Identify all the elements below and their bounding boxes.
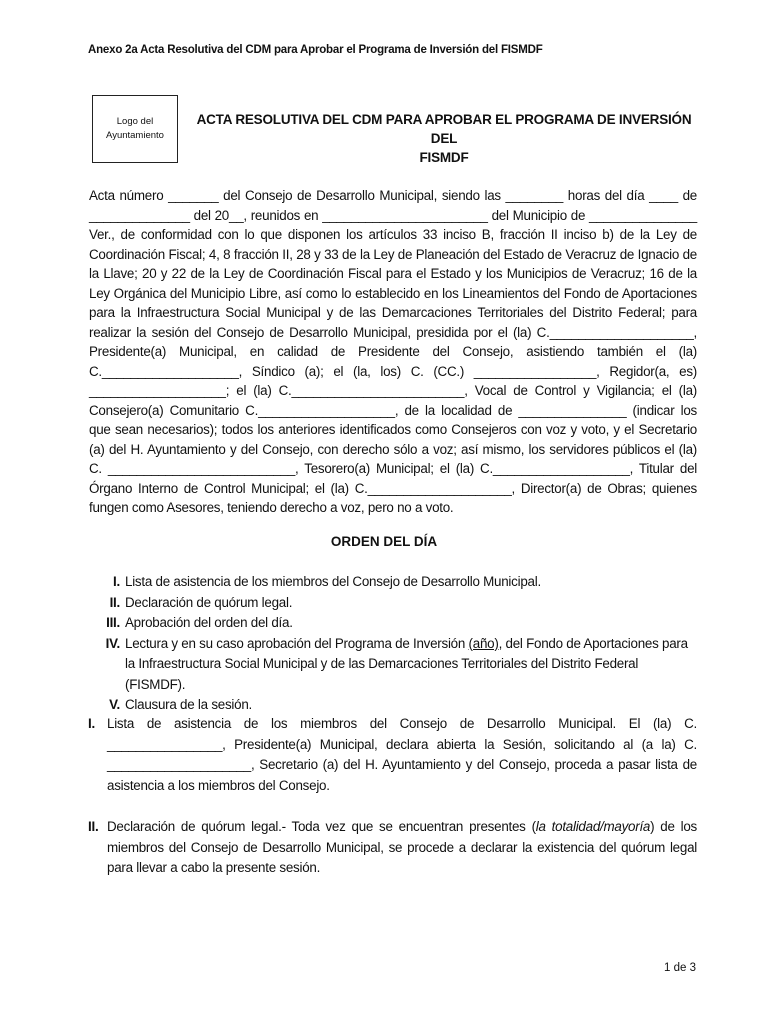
document-title bbox=[188, 110, 700, 167]
attendance-option: la totalidad/mayoría bbox=[535, 819, 651, 834]
section-text bbox=[107, 817, 697, 879]
agenda-item-text: Declaración de quórum legal. bbox=[125, 594, 293, 610]
agenda-item-text: Lista de asistencia de los miembros del Consejo de Desarrollo Municipal. bbox=[125, 574, 541, 589]
section-number: II. bbox=[88, 819, 99, 834]
intro-paragraph: Acta número _______ del Consejo de Desarrollo Municipal, siendo las ________ horas del día ____ de ______________ del 20__, reunidos en _______________________ del Municipio de _______________ Ver., de conformidad con lo que disponen los artículos 33 inciso B, fracción II inciso b) de la Ley de Coordinación Fiscal; 4, 8 fracción II, 28 y 33 de la Ley de Planeación del Estado de Veracruz de Ignacio de la Llave; 20 y 22 de la Ley de Coordinación Fiscal para el Estado y los Municipios de Veracruz; 16 de la Ley Orgánica del Municipio Libre, así como lo establecido en los Lineamientos del Fondo de Aportaciones para la Infraestructura Social Municipal y de las Demarcaciones Territoriales del Distrito Federal; para realizar la sesión del Consejo de Desarrollo Municipal, presidida por el (la) C.____________________, Presidente(a) Municipal, en calidad de Presidente del Consejo, asistiendo también el (la) C.___________________, Síndico (a); el (la, los) C. (CC.) _________________, Regidor(a, es) ___________________; el (la) C.________________________, Vocal de Control y Vigilancia; el (la) Consejero(a) Comunitario C.___________________, de la localidad de _______________ (indicar los que sean necesarios); todos los anteriores identificados como Consejeros con voz y voto, y el Secretario (a) del H. Ayuntamiento y del Consejo, con derecho sólo a voz; así mismo, los servidores públicos el (la) C. __________________________, Tesorero(a) Municipal; el (la) C.___________________, Titular del Órgano Interno de Control Municipal; el (la) C.____________________, Director(a) de Obras; quienes fungen como Asesores, teniendo derecho a voz, pero no a voto. bbox=[89, 188, 697, 515]
agenda-item bbox=[95, 572, 697, 593]
agenda-list bbox=[95, 572, 697, 716]
year-placeholder: (año) bbox=[468, 635, 499, 651]
logo-placeholder bbox=[92, 95, 178, 163]
logo-label-line2: Ayuntamiento bbox=[106, 130, 164, 141]
agenda-item bbox=[95, 593, 697, 614]
section-quorum bbox=[88, 817, 697, 879]
agenda-item-text-end: , del Fondo de Aportaciones para la Infraestructura Social Municipal y de las Demarcaciones Territoriales del Distrito Federal (FISMDF). bbox=[125, 635, 688, 692]
agenda-item-number: I. bbox=[113, 574, 120, 589]
section-text-end: ) de los miembros del Consejo de Desarrollo Municipal, se procede a declarar la existencia del quórum legal para llevar a cabo la presente sesión. bbox=[107, 819, 697, 875]
agenda-item bbox=[95, 634, 697, 696]
section-attendance bbox=[88, 714, 697, 796]
agenda-item-number: II. bbox=[109, 594, 120, 610]
agenda-item-number: IV. bbox=[105, 635, 120, 651]
page-header: Anexo 2a Acta Resolutiva del CDM para Aprobar el Programa de Inversión del FISMDF bbox=[88, 44, 543, 56]
page-number: 1 de 3 bbox=[664, 962, 696, 974]
section-text: Lista de asistencia de los miembros del Consejo de Desarrollo Municipal. El (la) C. ________________, Presidente(a) Municipal, declara abierta la Sesión, solicitando al (a la) C. ____________________, Secretario (a) del H. Ayuntamiento y del Consejo, proceda a pasar lista de asistencia a los miembros del Consejo. bbox=[107, 716, 697, 793]
document-title-line1: ACTA RESOLUTIVA DEL CDM PARA APROBAR EL PROGRAMA DE INVERSIÓN DEL bbox=[196, 112, 692, 146]
section-text-start: Declaración de quórum legal.- Toda vez que se encuentran presentes ( bbox=[107, 819, 536, 834]
agenda-item bbox=[95, 695, 697, 716]
agenda-item-text: Aprobación del orden del día. bbox=[125, 615, 293, 630]
agenda-item-text bbox=[125, 634, 697, 696]
section-number: I. bbox=[88, 716, 95, 731]
agenda-item-text: Clausura de la sesión. bbox=[125, 697, 252, 712]
agenda-item bbox=[95, 613, 697, 634]
agenda-item-number: III. bbox=[106, 615, 120, 630]
agenda-title: ORDEN DEL DÍA bbox=[330, 534, 438, 549]
document-title-line2: FISMDF bbox=[419, 150, 469, 165]
logo-label-line1: Logo del bbox=[116, 116, 154, 127]
agenda-item-number: V. bbox=[109, 697, 120, 712]
agenda-item-text-start: Lectura y en su caso aprobación del Programa de Inversión bbox=[125, 635, 469, 651]
